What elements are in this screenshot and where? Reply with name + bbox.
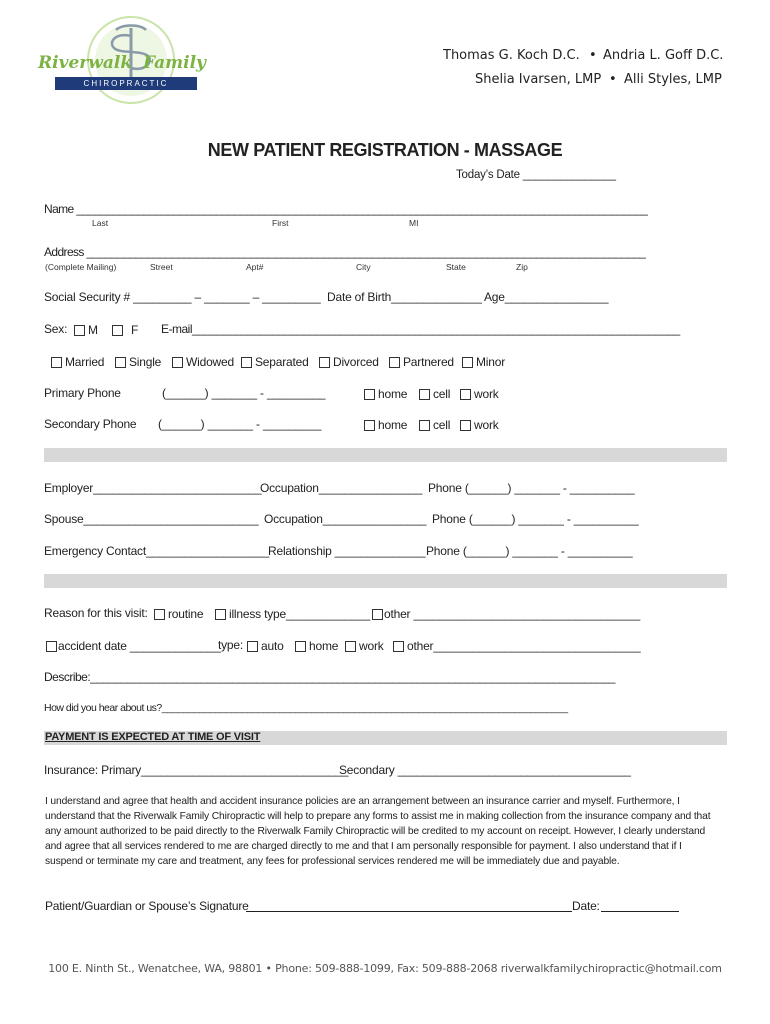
emergency-contact-field[interactable]: Emergency Contact___________________ — [44, 544, 269, 558]
reason-routine-checkbox[interactable] — [154, 605, 203, 623]
marital-option-label: Married — [65, 355, 105, 369]
accident-checkbox[interactable] — [46, 637, 221, 655]
marital-divorced-checkbox[interactable] — [319, 353, 379, 371]
secondary-phone-home-checkbox[interactable] — [364, 416, 407, 434]
signature-line[interactable] — [246, 898, 572, 912]
accident-type-option: work — [359, 639, 384, 653]
name-first-caption: First — [272, 218, 289, 228]
accident-type-option: auto — [261, 639, 284, 653]
accident-type-option: home — [309, 639, 339, 653]
primary-phone-cell-checkbox[interactable] — [419, 385, 450, 403]
todays-date-field[interactable]: Today’s Date _______________ — [456, 169, 616, 181]
marital-option-label: Single — [129, 355, 162, 369]
logo-tagline: CHIROPRACTIC — [55, 77, 197, 90]
marital-option-label: Divorced — [333, 355, 379, 369]
sex-f-checkbox[interactable] — [112, 321, 138, 339]
accident-date-field[interactable]: accident date ______________ — [58, 639, 221, 653]
accident-other-field[interactable]: other________________________________ — [407, 639, 641, 653]
marital-minor-checkbox[interactable] — [462, 353, 505, 371]
employer-occupation-field[interactable]: Occupation________________ — [260, 481, 423, 495]
agreement-text: I understand and agree that health and accident insurance policies are an arrangement between an insurance carrier and myself. Furthermore, I understand that the Riverwalk Family Chiropractic will help to prepare any forms to assist me in making collection from the insurance company and that any amount authorized to be paid directly to the Riverwalk Family Chiropractic will be credited to my account on receipt. However, I clearly understand and agree that all services rendered to me are charged directly to me and that I am personally responsible for payment. I also understand that if I suspend or terminate my care and treatment, any fees for professional services rendered me will be immediately due and payable. — [45, 796, 711, 867]
phone-type-label: work — [474, 387, 499, 401]
emergency-relationship-field[interactable]: Relationship ______________ — [268, 544, 426, 558]
address-street-caption: Street — [150, 262, 173, 272]
marital-separated-checkbox[interactable] — [241, 353, 309, 371]
primary-phone-field[interactable]: (______) _______ - _________ — [162, 386, 326, 400]
primary-phone-work-checkbox[interactable] — [460, 385, 499, 403]
marital-option-label: Widowed — [186, 355, 234, 369]
marital-single-checkbox[interactable] — [115, 353, 161, 371]
spouse-field[interactable]: Spouse___________________________ — [44, 512, 259, 526]
address-city-caption: City — [356, 262, 371, 272]
accident-other-checkbox[interactable] — [393, 637, 641, 655]
signature-label: Patient/Guardian or Spouse’s Signature — [45, 899, 249, 913]
reason-other-checkbox[interactable] — [372, 605, 640, 623]
signature-date-label: Date: — [572, 899, 600, 913]
ssn-field[interactable]: Social Security # _________ – _______ – _________ — [44, 290, 321, 304]
phone-type-label: home — [378, 418, 408, 432]
phone-type-label: cell — [433, 387, 451, 401]
marital-married-checkbox[interactable] — [51, 353, 104, 371]
signature-date-line[interactable] — [601, 898, 679, 912]
primary-phone-home-checkbox[interactable] — [364, 385, 407, 403]
bullet-1: • — [589, 48, 597, 63]
email-field[interactable]: E-mail_______________________________________________________________________________ — [161, 322, 680, 336]
address-apt-caption: Apt# — [246, 262, 264, 272]
accident-home-checkbox[interactable] — [295, 637, 338, 655]
emergency-phone-field[interactable]: Phone (______) _______ - __________ — [426, 544, 633, 558]
address-zip-caption: Zip — [516, 262, 528, 272]
dob-field[interactable]: Date of Birth______________ — [327, 290, 482, 304]
reason-label: Reason for this visit: — [44, 606, 148, 620]
reason-illness-checkbox[interactable] — [215, 605, 370, 623]
reason-illness-field[interactable]: illness type_____________ — [229, 607, 371, 621]
sex-f-label: F — [131, 323, 139, 337]
secondary-phone-cell-checkbox[interactable] — [419, 416, 450, 434]
secondary-phone-work-checkbox[interactable] — [460, 416, 499, 434]
accident-auto-checkbox[interactable] — [247, 637, 284, 655]
accident-work-checkbox[interactable] — [345, 637, 384, 655]
practitioner-1: Thomas G. Koch D.C. — [443, 48, 580, 63]
logo-name-part2: Family — [143, 53, 206, 73]
secondary-phone-field[interactable]: (______) _______ - _________ — [158, 417, 322, 431]
describe-field[interactable]: Describe:_____________________________________________________________________________________ — [44, 670, 615, 684]
employer-field[interactable]: Employer__________________________ — [44, 481, 262, 495]
address-state-caption: State — [446, 262, 466, 272]
phone-type-label: home — [378, 387, 408, 401]
bullet-2: • — [609, 72, 617, 87]
form-title: NEW PATIENT REGISTRATION - MASSAGE — [207, 140, 563, 160]
section-divider — [44, 574, 727, 588]
secondary-phone-label: Secondary Phone — [44, 417, 137, 431]
how-heard-field[interactable]: How did you hear about us?____________________________________________________________________________ — [44, 702, 568, 714]
name-mi-caption: MI — [409, 218, 419, 228]
practitioner-4: Alli Styles, LMP — [624, 72, 722, 87]
employer-phone-field[interactable]: Phone (______) _______ - __________ — [428, 481, 635, 495]
phone-type-label: cell — [433, 418, 451, 432]
footer-contact: 100 E. Ninth St., Wenatchee, WA, 98801 • Phone: 509-888-1099, Fax: 509-888-2068 riverwalkfamilychiropractic@hotmail.com — [48, 962, 722, 975]
age-field[interactable]: Age________________ — [484, 290, 609, 304]
practitioner-2: Andria L. Goff D.C. — [603, 48, 724, 63]
practitioner-3: Shelia Ivarsen, LMP — [475, 72, 602, 87]
payment-notice: PAYMENT IS EXPECTED AT TIME OF VISIT — [45, 731, 261, 743]
address-complete-caption: (Complete Mailing) — [45, 262, 117, 272]
sex-m-checkbox[interactable] — [74, 321, 98, 339]
spouse-occupation-field[interactable]: Occupation________________ — [264, 512, 427, 526]
phone-type-label: work — [474, 418, 499, 432]
marital-option-label: Separated — [255, 355, 309, 369]
accident-type-label: type: — [218, 638, 244, 652]
primary-phone-label: Primary Phone — [44, 386, 121, 400]
reason-routine-label: routine — [168, 607, 204, 621]
insurance-primary-field[interactable]: Insurance: Primary________________________________ — [44, 763, 349, 777]
marital-option-label: Minor — [476, 355, 506, 369]
sex-label: Sex: — [44, 322, 68, 336]
name-field[interactable]: Name ______________________________________________________________________________________________ — [44, 202, 648, 216]
marital-partnered-checkbox[interactable] — [389, 353, 454, 371]
logo-name-part1: Riverwalk — [38, 53, 133, 73]
insurance-secondary-field[interactable]: Secondary ____________________________________ — [339, 763, 631, 777]
marital-option-label: Partnered — [403, 355, 454, 369]
sex-m-label: M — [88, 323, 98, 337]
reason-other-field[interactable]: other ___________________________________ — [384, 607, 641, 621]
spouse-phone-field[interactable]: Phone (______) _______ - __________ — [432, 512, 639, 526]
marital-widowed-checkbox[interactable] — [172, 353, 234, 371]
address-field[interactable]: Address ____________________________________________________________________________________________ — [44, 245, 646, 259]
name-last-caption: Last — [92, 218, 109, 228]
section-divider — [44, 448, 727, 462]
